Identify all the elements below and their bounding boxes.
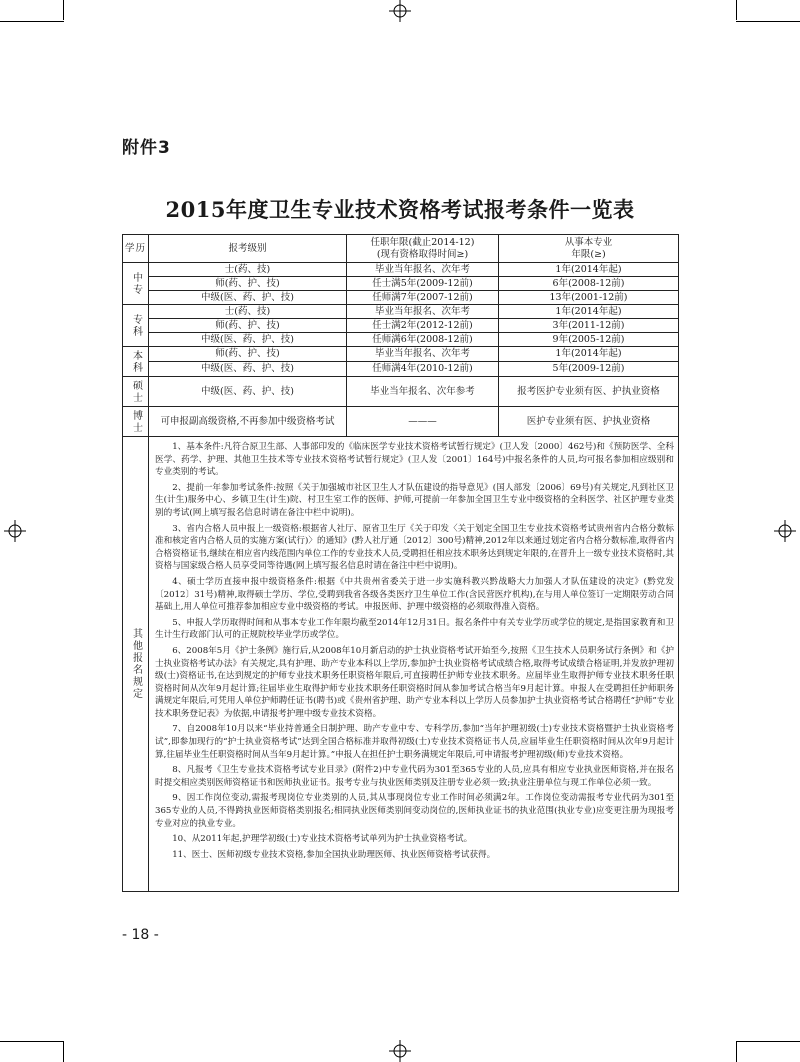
level-cell: 士(药、技): [149, 305, 347, 319]
note-item: 4、硕士学历直接申报中级资格条件:根据《中共贵州省委关于进一步实施科教兴黔战略大力加强人才队伍建设的决定》(黔党发〔2012〕31号)精神,取得硕士学历、学位,受聘到我省各级各类医疗卫生单位工作(含民营医疗机构),在与用人单位签订一定期限劳动合同基础上,用人单位可推荐参加相应专业中级资格的考试。申报医师、护理中级资格的必须取得准入资格。: [155, 576, 674, 613]
notes-label: 其他报名规定: [130, 628, 142, 700]
education-label: 专科: [130, 313, 142, 338]
table-row: [123, 347, 679, 362]
table-row: [123, 277, 679, 291]
education-cell: [123, 377, 149, 407]
header-education: 学历: [123, 235, 149, 263]
header-work-years: [499, 235, 679, 263]
work-cell: 13年(2001-12前): [499, 291, 679, 305]
crop-mark: [736, 0, 737, 20]
work-cell: 6年(2008-12前): [499, 277, 679, 291]
notes-row: [123, 437, 679, 892]
attachment-label: 附件3: [122, 138, 171, 158]
registration-mark-left: [4, 520, 26, 542]
level-cell: 士(药、技): [149, 263, 347, 277]
education-label: 中专: [130, 271, 142, 296]
registration-mark-top: [389, 0, 411, 22]
crop-mark: [736, 1041, 800, 1042]
work-cell: 5年(2009-12前): [499, 362, 679, 377]
notes-cell: [149, 437, 679, 892]
crop-mark: [0, 1041, 64, 1042]
level-cell: 中级(医、药、护、技): [149, 362, 347, 377]
level-cell: 师(药、护、技): [149, 277, 347, 291]
table-row: [123, 362, 679, 377]
education-label: 博士: [130, 409, 142, 434]
crop-mark: [0, 21, 64, 22]
note-item: 2、提前一年参加考试条件:按照《关于加强城市社区卫生人才队伍建设的指导意见》(国人部发〔2006〕69号)有关规定,凡到社区卫生(计生)服务中心、乡镇卫生(计生)院、村卫生室工作的医师、护师,可提前一年参加全国卫生专业中级资格的全科医学、社区护理专业类别的考试(网上填写报名信息时请在备注中栏中说明)。: [155, 482, 674, 518]
page-title: 2015年度卫生专业技术资格考试报考条件一览表: [165, 197, 635, 222]
service-cell: 任师满6年(2008-12前): [347, 333, 499, 347]
education-cell: [123, 305, 149, 347]
header-work-years-line1: 从事本专业: [564, 236, 613, 248]
work-cell: 医护专业须有医、护执业资格: [499, 407, 679, 437]
service-cell: 毕业当年报名、次年参考: [347, 377, 499, 407]
registration-mark-bottom: [389, 1040, 411, 1062]
work-cell: 1年(2014年起): [499, 263, 679, 277]
table-row: [123, 407, 679, 437]
crop-mark: [63, 0, 64, 20]
note-item: 5、申报人学历取得时间和从事本专业工作年限均截至2014年12月31日。报名条件中有关专业学历或学位的规定,是指国家教育和卫生计生行政部门认可的正规院校毕业学历或学位。: [155, 617, 674, 641]
work-cell: 3年(2011-12前): [499, 319, 679, 333]
header-level: 报考级别: [149, 235, 347, 263]
requirements-table: [122, 234, 679, 892]
service-cell: 毕业当年报名、次年考: [347, 305, 499, 319]
crop-mark: [736, 1042, 737, 1062]
note-item: 7、自2008年10月以来“毕业持普通全日制护理、助产专业中专、专科学历,参加“当年护理初级(士)专业技术资格暨护士执业资格考试”,即参加现行的“护士执业资格考试”达到全国合格标准并取得初级(士)专业技术资格证书人员,应届毕业生任职资格时间从次年9月起计算,往届毕业生任职资格时间从当年9月起计算。”申报人在担任护士职务满规定年限后,可申请报考护理初级(师)专业技术资格。: [155, 724, 674, 760]
note-item: 11、医士、医师初级专业技术资格,参加全国执业助理医师、执业医师资格考试获得。: [172, 849, 496, 860]
level-cell: 可申报副高级资格,不再参加中级资格考试: [149, 407, 347, 437]
crop-mark: [736, 21, 800, 22]
service-cell: 毕业当年报名、次年考: [347, 263, 499, 277]
work-cell: 报考医护专业须有医、护执业资格: [499, 377, 679, 407]
level-cell: 中级(医、药、护、技): [149, 333, 347, 347]
service-cell: 任士满5年(2009-12前): [347, 277, 499, 291]
notes-label-cell: [123, 437, 149, 892]
level-cell: 中级(医、药、护、技): [149, 377, 347, 407]
education-cell: [123, 263, 149, 305]
work-cell: 1年(2014年起): [499, 305, 679, 319]
service-cell: ———: [347, 407, 499, 437]
work-cell: 9年(2005-12前): [499, 333, 679, 347]
crop-mark: [63, 1042, 64, 1062]
service-cell: 毕业当年报名、次年考: [347, 347, 499, 362]
note-item: 8、凡报考《卫生专业技术资格考试专业目录》(附件2)中专业代码为301至365专业的人员,应具有相应专业执业医师资格,并在报名时提交相应类别医师资格证书和医师执业证书。报考专业与执业医师类别及注册专业必须一致;执业注册单位与现工作单位必须一致。: [155, 765, 674, 788]
note-item: 6、2008年5月《护士条例》施行后,从2008年10月新启动的护士执业资格考试开始至今,按照《卫生技术人员职务试行条例》和《护士执业资格考试办法》有关规定,具有护理、助产专业本科以上学历,参加护士执业资格考试成绩合格,取得考试成绩合格证明,并发放护理初级(士)资格证书,在达到规定的护师专业技术职务任职资格年限后,可直接聘任护师专业技术职务。应届毕业生取得护师专业技术职务任职资格时间从次年9月起计算;往届毕业生取得护师专业技术职务任职资格时间从参加考试合格当年9月起计算。申报人在受聘担任护师职务满规定年限后,可凭用人单位护师聘任证书(聘书)或《贵州省护理、助产专业本科以上学历人员参加护士执业资格考试合格聘任“护师”专业技术职务登记表》为依据,申请报考护理中级专业技术资格。: [155, 645, 674, 719]
header-service-years: [347, 235, 499, 263]
education-label: 硕士: [130, 379, 142, 404]
level-cell: 中级(医、药、护、技): [149, 291, 347, 305]
table-row: [123, 377, 679, 407]
header-work-years-line2: 年限(≥): [571, 248, 606, 260]
education-label: 本科: [130, 349, 142, 374]
service-cell: 任师满4年(2010-12前): [347, 362, 499, 377]
note-item: 10、从2011年起,护理学初级(士)专业技术资格考试单列为护士执业资格考试。: [172, 834, 473, 845]
table-row: [123, 333, 679, 347]
page-number: - 18 -: [122, 927, 159, 943]
note-item: 9、因工作岗位变动,需报考现岗位专业类别的人员,其从事现岗位专业工作时间必须满2年。工作岗位变动需报考专业代码为301至365专业的人员,不得跨执业医师资格类别报名;相同执业医师类别间变动岗位的,医师执业证书的执业范围(执业专业)应变更注册为现报考专业对应的执业专业。: [155, 793, 674, 829]
table-row: [123, 319, 679, 333]
work-cell: 1年(2014年起): [499, 347, 679, 362]
table-row: [123, 305, 679, 319]
education-cell: [123, 347, 149, 377]
registration-mark-right: [774, 520, 796, 542]
table-row: [123, 291, 679, 305]
header-service-years-line1: 任职年限(截止2014-12): [370, 236, 475, 248]
level-cell: 师(药、护、技): [149, 347, 347, 362]
service-cell: 任士满2年(2012-12前): [347, 319, 499, 333]
note-item: 3、省内合格人员申报上一级资格:根据省人社厅、原省卫生厅《关于印发〈关于划定全国卫生专业技术资格考试贵州省内合格分数标准和核定省内合格人员的实施方案(试行)〉的通知》(黔人社厅通〔2012〕300号)精神,2012年以来通过划定省内合格分数标准,取得省内合格资格证书,继续在相应省内线范围内单位工作的专业技术人员,受聘担任相应技术职务达到规定年限的,在晋升上一级专业技术资格时,其资格与国家级合格人员享受同等待遇(网上填写报名信息时请在备注中栏中说明)。: [155, 523, 674, 572]
table-row: [123, 263, 679, 277]
level-cell: 师(药、护、技): [149, 319, 347, 333]
education-cell: [123, 407, 149, 437]
service-cell: 任师满7年(2007-12前): [347, 291, 499, 305]
header-service-years-line2: (现有资格取得时间≥): [376, 248, 469, 260]
note-item: 1、基本条件:凡符合原卫生部、人事部印发的《临床医学专业技术资格考试暂行规定》(卫人发〔2000〕462号)和《预防医学、全科医学、药学、护理、其他卫生技术等专业技术资格考试暂行规定》(卫人发〔2001〕164号)中报名条件的人员,均可报名参加相应级别和专业类别的考试。: [155, 442, 674, 478]
table-header-row: [123, 235, 679, 263]
